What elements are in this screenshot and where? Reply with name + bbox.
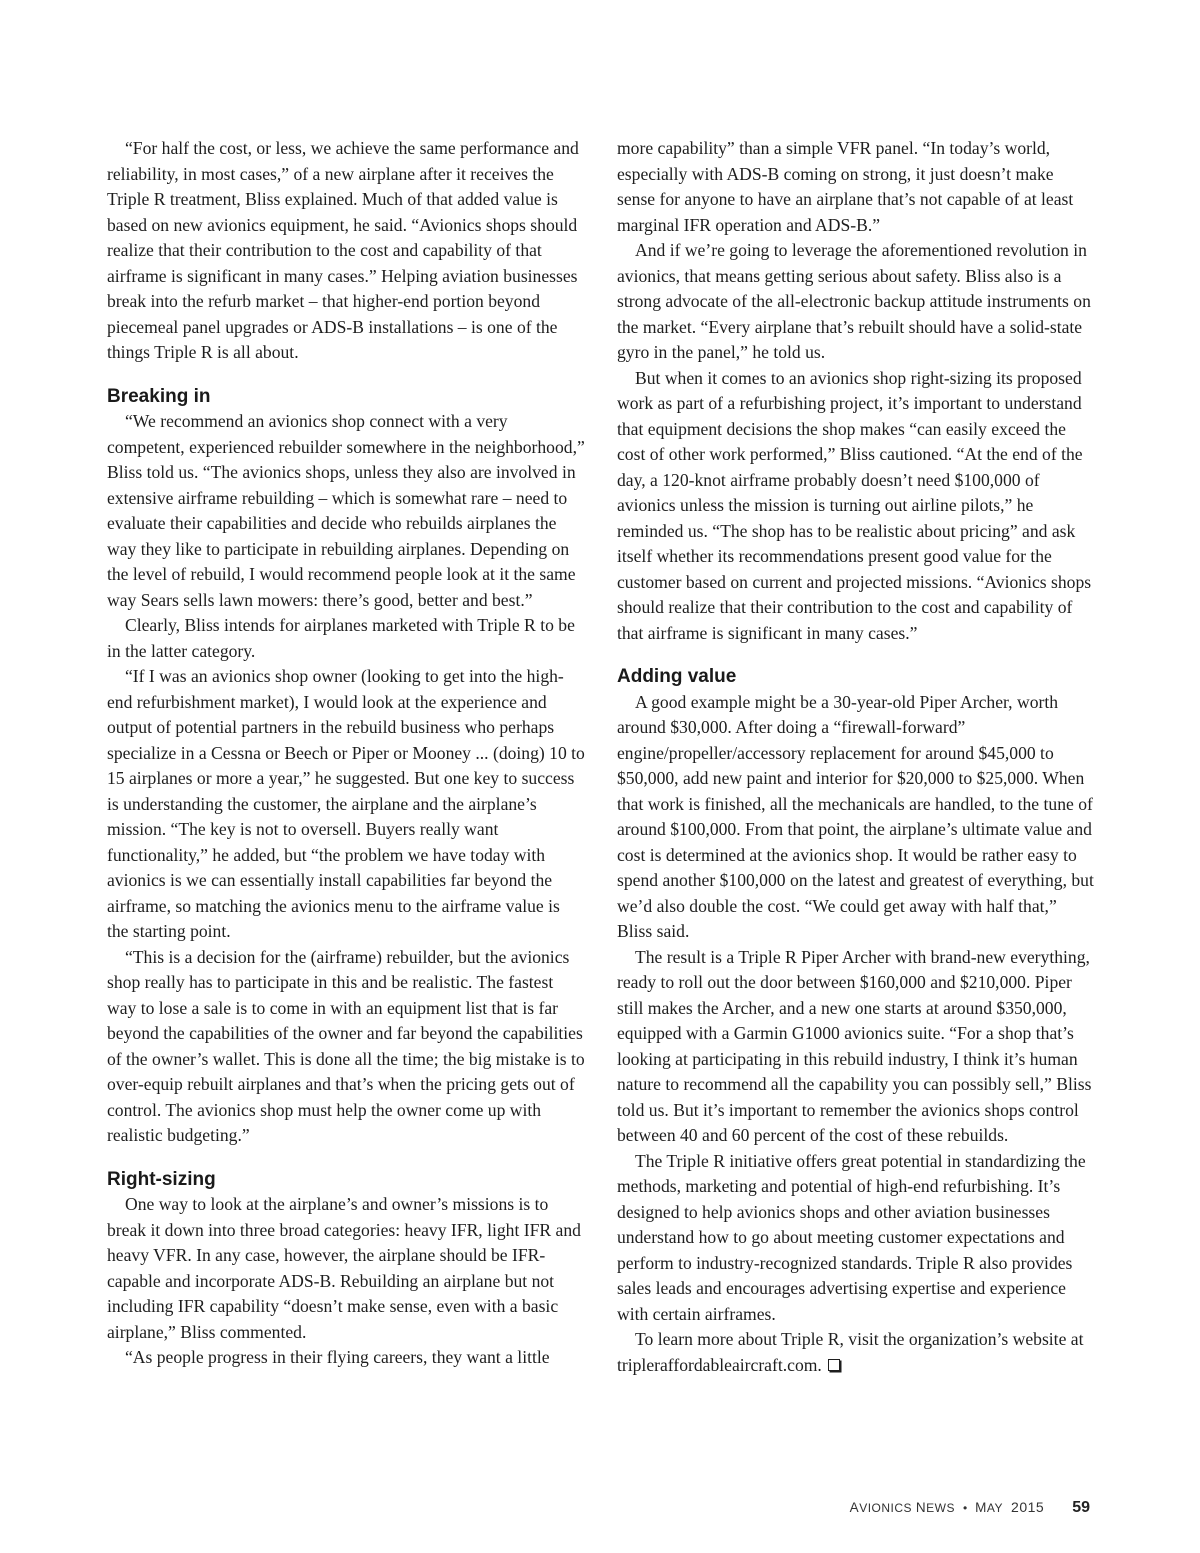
page-footer xyxy=(850,1499,1090,1517)
heading-adding-value: Adding value xyxy=(617,666,737,687)
right-paragraph-3: But when it comes to an avionics shop right-sizing its proposed work as part of a refurbishing project, it’s important to understand that equipment decisions the shop makes “can easily exceed the cost of other work performed,” Bliss cautioned. “At the end of the day, a 120-knot airframe probably doesn’t need $100,000 of avionics unless the mission is turning out airline pilots,” he reminded us. “The shop has to be realistic about pricing” and ask itself whether its recommendations present good value for the customer based on current and projected missions. “Avionics shops should realize that their contribution to the cost and capability of that airframe is significant in many cases.” xyxy=(617,367,1092,643)
page-number: 59 xyxy=(1072,1499,1090,1516)
adding-value-paragraph-3: The Triple R initiative offers great potential in standardizing the methods, marketing and potential of high-end refurbishing. It’s designed to help avionics shops and other aviation businesses understand how to go about meeting customer expectations and perform to industry-recognized standards. Triple R also provides sales leads and encourages advertising expertise and experience with certain airframes. xyxy=(617,1150,1086,1324)
heading-breaking-in: Breaking in xyxy=(107,385,211,407)
adding-value-paragraph-2: The result is a Triple R Piper Archer with brand-new everything, ready to roll out the door between $160,000 and $210,000. Piper still makes the Archer, and a new one starts at around $350,000, equipped with a Garmin G1000 avionics suite. “For a shop that’s looking at participating in this rebuild industry, I think it’s human nature to recommend all the capability you can possibly sell,” Bliss told us. But it’s important to remember the avionics shops control between 40 and 60 percent of the cost of these rebuilds. xyxy=(617,946,1092,1145)
continued-paragraph: more capability” than a simple VFR panel. “In today’s world, especially with ADS-B coming on strong, it just doesn’t make sense for anyone to have an airplane that’s not capable of at least marginal IFR operation and ADS-B.” xyxy=(617,138,1074,235)
issue-month: MAY xyxy=(975,1500,1004,1515)
closing-sentence: To learn more about Triple R, visit the organization’s website at tripleraffordableaircraft.com. xyxy=(617,1329,1084,1375)
adding-value-paragraph-4 xyxy=(617,1327,1095,1378)
issue-year: 2015 xyxy=(1011,1499,1045,1515)
breaking-in-paragraph-3: “If I was an avionics shop owner (looking to get into the high-end refurbishment market), I would look at the experience and output of potential partners in the rebuild business who perhaps specialize in a Cessna or Beech or Piper or Mooney ... (doing) 10 to 15 airplanes or more a year,” he suggested. But one key to success is understanding the customer, the airplane and the airplane’s mission. “The key is not to oversell. Buyers really want functionality,” he added, but “the problem we have today with avionics is we can essentially install capabilities far beyond the airframe, so matching the avionics menu to the airframe value is the starting point. xyxy=(107,666,585,941)
breaking-in-paragraph-2: Clearly, Bliss intends for airplanes marketed with Triple R to be in the latter category. xyxy=(107,615,575,661)
breaking-in-paragraph-4: “This is a decision for the (airframe) rebuilder, but the avionics shop really has to participate in this and be realistic. The fastest way to lose a sale is to come in with an equipment list that is far beyond the capabilities of the owner and far beyond the capabilities of the owner’s wallet. This is done all the time; the big mistake is to over-equip rebuilt airplanes and that’s when the pricing gets out of control. The avionics shop must help the owner come up with realistic budgeting.” xyxy=(107,946,585,1145)
right-sizing-paragraph-1: One way to look at the airplane’s and owner’s missions is to break it down into three broad categories: heavy IFR, light IFR and heavy VFR. In any case, however, the airplane should be IFR-capable and incorporate ADS-B. Rebuilding an airplane but not including IFR capability “doesn’t make sense, even with a basic airplane,” Bliss commented. xyxy=(107,1194,581,1342)
adding-value-paragraph-1: A good example might be a 30-year-old Piper Archer, worth around $30,000. After doing a “firewall-forward” engine/propeller/accessory replacement for around $45,000 to $50,000, add new paint and interior for $20,000 to $25,000. When that work is finished, all the mechanicals are handled, to the tune of around $100,000. From that point, the airplane’s ultimate value and cost is determined at the avionics shop. It would be rather easy to spend another $100,000 on the latest and greatest of everything, but we’d also double the cost. “We could get away with half that,” Bliss said. xyxy=(617,691,1094,941)
breaking-in-paragraph-1: “We recommend an avionics shop connect with a very competent, experienced rebuilder somewhere in the neighborhood,” Bliss told us. “The avionics shops, unless they also are involved in extensive airframe rebuilding – which is somewhat rare – need to evaluate their capabilities and decide who rebuilds airplanes the way they like to participate in rebuilding airplanes. Depending on the level of rebuild, I would recommend people look at it the same way Sears sells lawn mowers: there’s good, better and best.” xyxy=(107,411,585,610)
footer-bullet: • xyxy=(962,1501,968,1515)
right-sizing-paragraph-2: “As people progress in their flying careers, they want a little xyxy=(125,1347,550,1367)
publication-name: AVIONICS NEWS xyxy=(849,1500,955,1515)
end-of-article-icon xyxy=(828,1359,840,1371)
right-column xyxy=(617,136,1095,1378)
right-paragraph-2: And if we’re going to leverage the aforementioned revolution in avionics, that means getting serious about safety. Bliss also is a strong advocate of the all-electronic backup attitude instruments on the market. “Every airplane that’s rebuilt should have a solid-state gyro in the panel,” he told us. xyxy=(617,240,1091,362)
heading-right-sizing: Right-sizing xyxy=(107,1168,216,1190)
left-column xyxy=(107,136,585,1371)
intro-paragraph: “For half the cost, or less, we achieve the same performance and reliability, in most cases,” of a new airplane after it receives the Triple R treatment, Bliss explained. Much of that added value is based on new avionics equipment, he said. “Avionics shops should realize that their contribution to the cost and capability of that airframe is significant in many cases.” Helping aviation businesses break into the refurb market – that higher-end portion beyond piecemeal panel upgrades or ADS-B installations – is one of the things Triple R is all about. xyxy=(107,138,579,362)
